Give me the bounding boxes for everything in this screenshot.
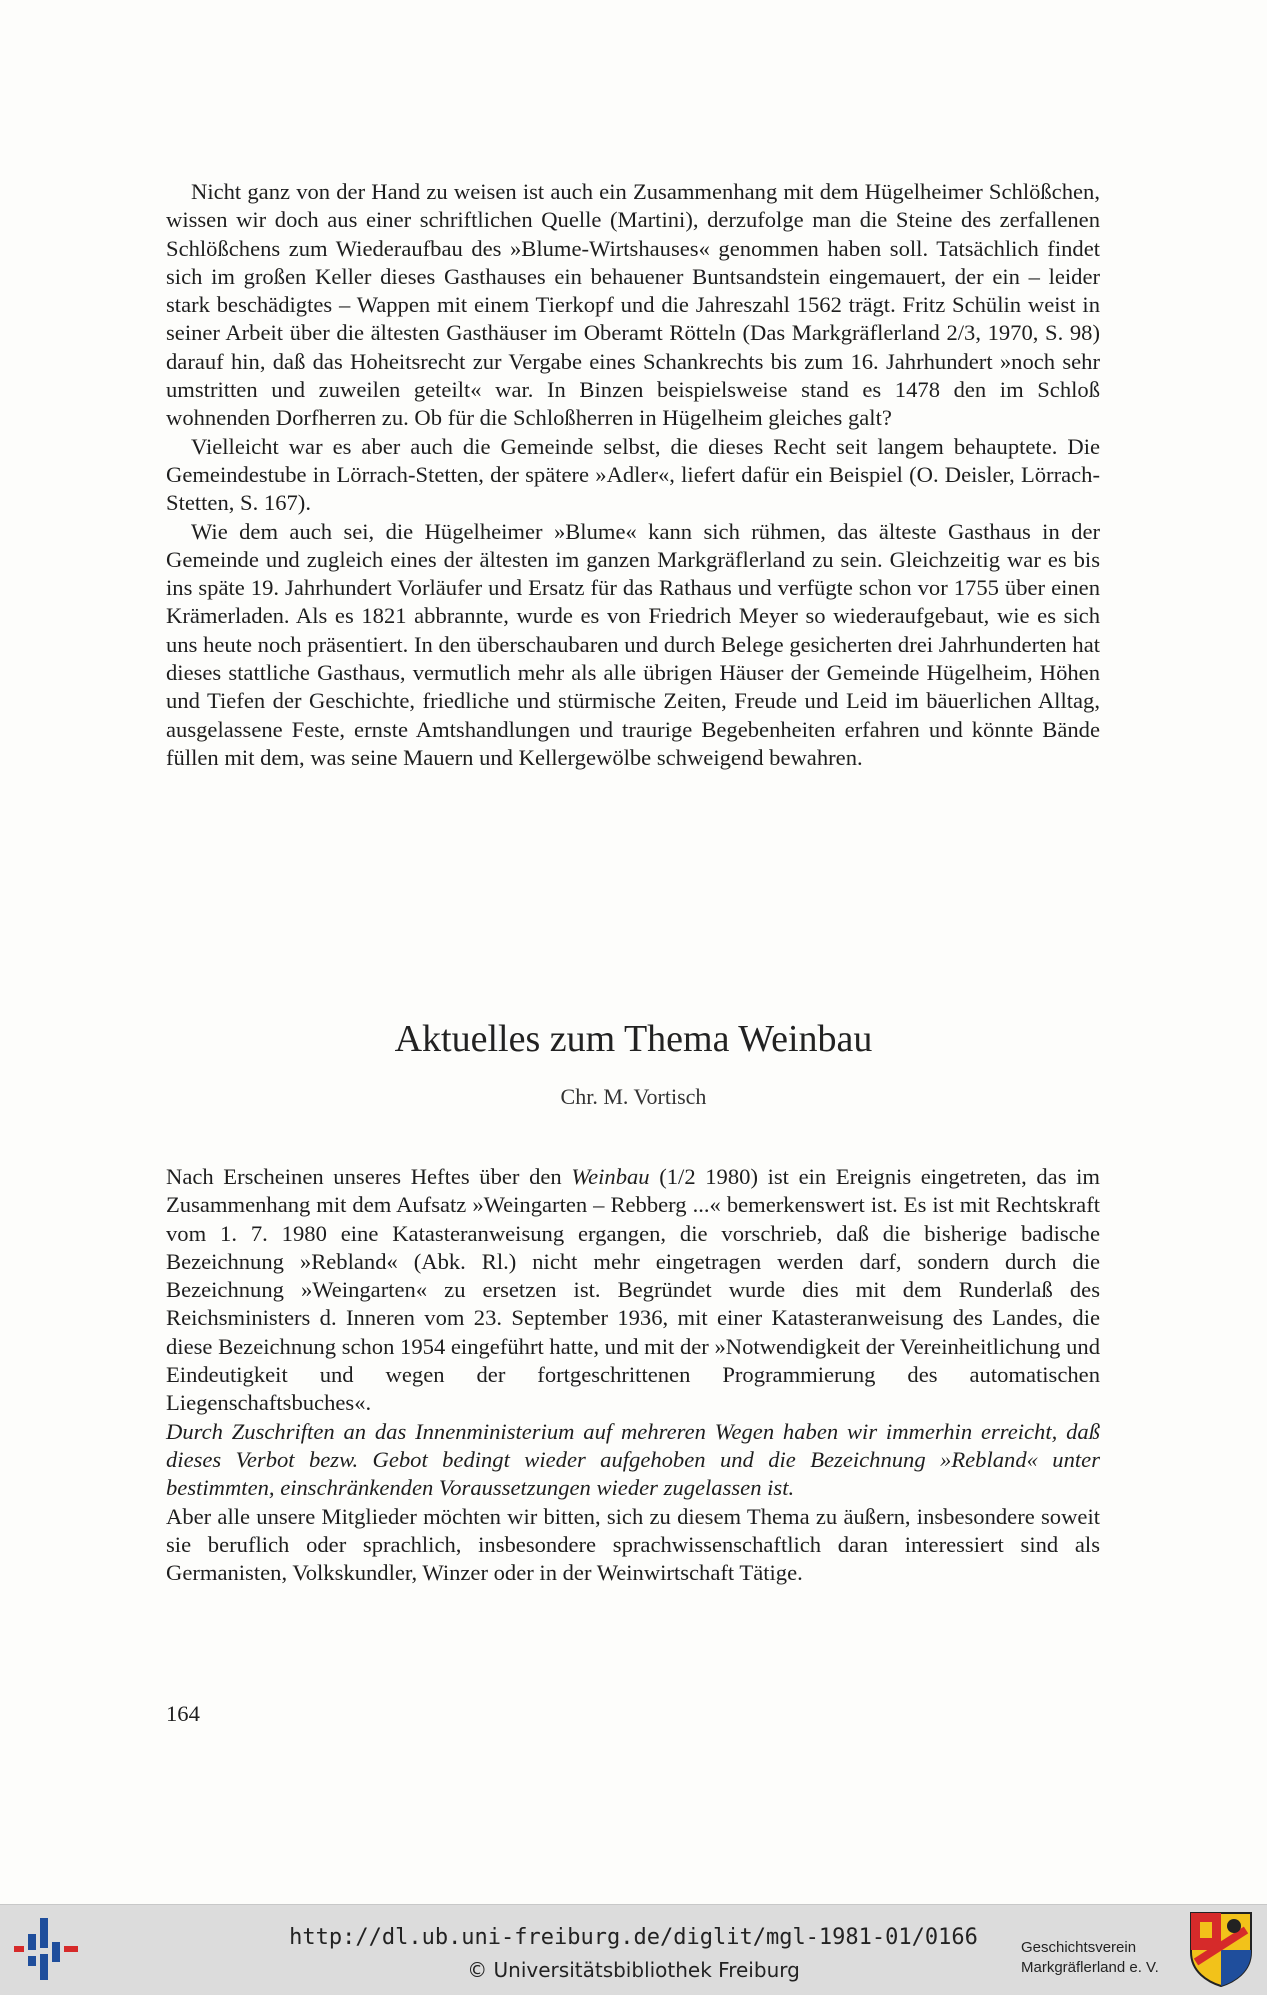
article-author: Chr. M. Vortisch [560,1084,707,1109]
paragraph: Vielleicht war es aber auch die Gemeinde selbst, die dieses Recht seit langem behauptete. Die Gemeindestube in Lörrach-Stetten, der spätere »Adler«, liefert dafür ein Beispiel (O. Deisler, Lörrach-Stetten, S. 167). [166,433,1100,516]
paragraph: Wie dem auch sei, die Hügelheimer »Blume« kann sich rühmen, das älteste Gasthaus in der Gemeinde und zugleich eines der ältesten im ganzen Markgräflerland zu sein. Gleichzeitig war es bis ins späte 19. Jahrhundert Vorläufer und Ersatz für das Rathaus und verfügte schon vor 1755 über einen Krämerladen. Als es 1821 abbrannte, wurde es von Friedrich Meyer so wiederaufgebaut, wie es sich uns heute noch präsentiert. In den überschaubaren und durch Belege gesicherten drei Jahrhunderten hat dieses stattliche Gasthaus, vermutlich mehr als alle übrigen Häuser der Gemeinde Hügelheim, Höhen und Tiefen der Geschichte, friedliche und stürmische Zeiten, Freude und Leid im bäuerlichen Alltag, ausgelassene Feste, ernste Amtshandlungen und traurige Begebenheiten erfahren und könnte Bände füllen mit dem, was seine Mauern und Kellergewölbe schweigend bewahren. [166,518,1100,770]
body-text-section-2 [166,1163,1100,1587]
text-run: (1/2 1980) ist ein Ereignis eingetreten, das im Zusammenhang mit dem Aufsatz »Weingarten – Rebberg ...« bemerkenswert ist. Es ist mit Rechtskraft vom 1. 7. 1980 eine Katasteranweisung ergangen, die vorschrieb, daß die bisherige badische Bezeichnung »Rebland« (Abk. Rl.) nicht mehr eingetragen werden darf, sondern durch die Bezeichnung »Weingarten« zu ersetzen ist. Begründet wurde dies mit dem Runderlaß des Reichsministers d. Inneren vom 23. September 1936, mit einer Katasteranweisung des Landes, die diese Bezeichnung schon 1954 eingeführt hatte, und mit der »Notwendigkeit der Vereinheitlichung und Eindeutigkeit und wegen der fortgeschrittenen Programmierung des automatischen Liegenschaftsbuches«. [166,1164,1100,1416]
article-title: Aktuelles zum Thema Weinbau [394,1018,873,1060]
coat-of-arms-icon[interactable] [1188,1910,1254,1988]
text-run: Nach Erscheinen unseres Heftes über den [166,1164,572,1189]
emphasized-text: Weinbau [571,1164,650,1189]
society-name-line: Geschichtsverein [1021,1939,1137,1956]
paragraph: Nicht ganz von der Hand zu weisen ist auch ein Zusammenhang mit dem Hügelheimer Schlößchen, wissen wir doch aus einer schriftlichen Quelle (Martini), derzufolge man die Steine des zerfallenen Schlößchens zum Wiederaufbau des »Blume-Wirtshauses« genommen haben soll. Tatsächlich findet sich im großen Keller dieses Gasthauses ein behauener Buntsandstein eingemauert, der ein – leider stark beschädigtes – Wappen mit einem Tierkopf und die Jahreszahl 1562 trägt. Fritz Schülin weist in seiner Arbeit über die ältesten Gasthäuser im Oberamt Rötteln (Das Markgräflerland 2/3, 1970, S. 98) darauf hin, daß das Hoheitsrecht zur Vergabe eines Schankrechts bis zum 16. Jahrhundert »noch sehr umstritten und zuweilen geteilt« war. In Binzen beispielsweise stand es 1478 den im Schloß wohnenden Dorfherren zu. Ob für die Schloßherren in Hügelheim gleiches galt? [166,179,1100,431]
italic-paragraph: Durch Zuschriften an das Innenministerium auf mehreren Wegen haben wir immerhin erreicht, daß dieses Verbot bezw. Gebot bedingt wieder aufgehoben und die Bezeichnung »Rebland« unter bestimmten, einschränkenden Voraussetzungen wieder zugelassen ist. [166,1418,1100,1501]
society-name-line: Markgräflerland e. V. [1021,1959,1159,1976]
body-text-section-1 [166,178,1100,772]
copyright-text: © Universitätsbibliothek Freiburg [467,1958,800,1982]
paragraph: Aber alle unsere Mitglieder möchten wir bitten, sich zu diesem Thema zu äußern, insbesondere soweit sie beruflich oder sprachlich, insbesondere sprachwissenschaftlich daran interessiert sind als Germanisten, Volkskundler, Winzer oder in der Weinwirtschaft Tätige. [166,1503,1100,1586]
document-url-link[interactable]: http://dl.ub.uni-freiburg.de/diglit/mgl-1981-01/0166 [289,1925,978,1950]
society-name [1021,1938,1181,1978]
page-number: 164 [166,1701,200,1726]
paragraph [166,1163,1100,1418]
